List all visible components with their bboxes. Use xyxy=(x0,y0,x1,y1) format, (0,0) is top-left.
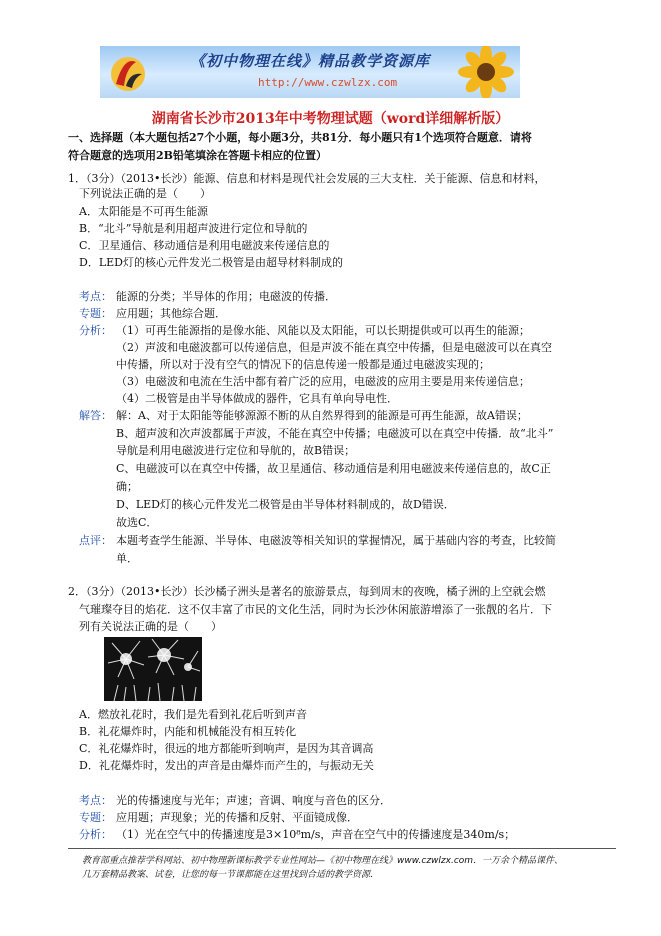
q1-stem-line-2: 下列说法正确的是（ ） xyxy=(79,187,211,200)
header-banner xyxy=(100,46,520,98)
section-header-line-2: 符合题意的选项用2B铅笔填涂在答题卡相应的位置） xyxy=(68,149,327,162)
footer-line-1: 教育部重点推荐学科网站、初中物理新课标教学专业性网站—《初中物理在线》www.czwlzx.com．一万余个精品课件、 xyxy=(82,856,564,866)
q2-kaodian: 光的传播速度与光年；声速；音调、响度与音色的区分． xyxy=(116,794,391,807)
banner-url: http://www.czwlzx.com xyxy=(258,76,398,89)
q2-stem-line: 2．（3分）（2013•长沙）长沙橘子洲头是著名的旅游景点，每到周末的夜晚，橘子洲的上空就会燃 xyxy=(68,585,546,598)
banner-title: 《初中物理在线》精品教学资源库 xyxy=(190,52,431,70)
q1-fenxi-line: 中传播，所以对于没有空气的情况下的信息传递一般都是通过电磁波实现的； xyxy=(116,358,490,371)
q1-jieda-line: C、电磁波可以在真空中传播，故卫星通信、移动通信是利用电磁波来传递信息的，故C正 xyxy=(116,462,551,475)
q2-zhuanti-label: 专题： xyxy=(79,811,112,824)
section-header-line-1: 一、选择题（本大题包括27个小题，每小题3分，共81分．每小题只有1个选项符合题意．请将 xyxy=(68,131,532,144)
q1-zhuanti: 应用题；其他综合题． xyxy=(116,307,226,320)
q1-zhuanti-label: 专题： xyxy=(79,307,112,320)
q2-stem-line: 列有关说法正确的是（ ） xyxy=(79,620,222,633)
q2-stem-line: 气璀璨夺目的焰花．这不仅丰富了市民的文化生活，同时为长沙休闲旅游增添了一张靓的名片．下 xyxy=(79,603,552,616)
q1-dianping-label: 点评： xyxy=(79,534,112,547)
site-logo-icon xyxy=(106,50,150,94)
q1-option-d: D．LED灯的核心元件发光二极管是由超导材料制成的 xyxy=(79,256,343,269)
q1-jieda-line: B、超声波和次声波都属于声波，不能在真空中传播；电磁波可以在真空中传播．故“北斗” xyxy=(116,427,554,440)
q1-fenxi-line: （4）二极管是由半导体做成的器件，它具有单向导电性． xyxy=(116,392,398,405)
q2-option-b: B．礼花爆炸时，内能和机械能没有相互转化 xyxy=(79,725,297,738)
q1-kaodian-label: 考点： xyxy=(79,290,112,303)
document-title: 湖南省长沙市2013年中考物理试题（word详细解析版） xyxy=(151,111,510,127)
q1-option-b: B．“北斗”导航是利用超声波进行定位和导航的 xyxy=(79,222,308,235)
q2-fenxi-label: 分析： xyxy=(79,828,112,841)
q1-dianping-line: 单． xyxy=(116,552,138,565)
q2-kaodian-label: 考点： xyxy=(79,794,112,807)
q1-stem-line-1: 1．（3分）（2013•长沙）能源、信息和材料是现代社会发展的三大支柱．关于能源、信息和材料， xyxy=(68,172,546,185)
q2-zhuanti: 应用题；声现象；光的传播和反射、平面镜成像． xyxy=(116,811,358,824)
q2-option-d: D．礼花爆炸时，发出的声音是由爆炸而产生的，与振动无关 xyxy=(79,759,374,772)
q1-fenxi-line: （2）声波和电磁波都可以传递信息，但是声波不能在真空中传播，但是电磁波可以在真空 xyxy=(116,341,552,354)
q1-kaodian: 能源的分类；半导体的作用；电磁波的传播． xyxy=(116,290,336,303)
q2-option-a: A．燃放礼花时，我们是先看到礼花后听到声音 xyxy=(79,708,307,721)
q2-option-c: C．礼花爆炸时，很远的地方都能听到响声，是因为其音调高 xyxy=(79,742,374,755)
footer-line-2: 几万套精品教案、试卷，让您的每一节课都能在这里找到合适的教学资源． xyxy=(82,870,380,880)
q1-jieda-line: 解：A、对于太阳能等能够源源不断的从自然界得到的能源是可再生能源，故A错误； xyxy=(116,409,528,422)
q1-option-c: C．卫星通信、移动通信是利用电磁波来传递信息的 xyxy=(79,239,330,252)
q1-jieda-line: 导航是利用电磁波进行定位和导航的，故B错误； xyxy=(116,444,356,457)
q1-fenxi-line: （3）电磁波和电流在生活中都有着广泛的应用，电磁波的应用主要是用来传递信息； xyxy=(116,375,530,388)
sunflower-icon xyxy=(440,46,520,98)
q1-jieda-line: 故选C． xyxy=(116,516,158,529)
q1-option-a: A．太阳能是不可再生能源 xyxy=(79,205,208,218)
fireworks-photo xyxy=(104,637,202,701)
q1-fenxi-line: （1）可再生能源指的是像水能、风能以及太阳能，可以长期提供或可以再生的能源； xyxy=(116,324,530,337)
q1-jieda-line: 确； xyxy=(116,480,138,493)
q1-dianping-line: 本题考查学生能源、半导体、电磁波等相关知识的掌握情况，属于基础内容的考查，比较简 xyxy=(116,534,556,547)
q1-fenxi-label: 分析： xyxy=(79,324,112,337)
q2-fenxi: （1）光在空气中的传播速度是3×10⁸m/s，声音在空气中的传播速度是340m/s； xyxy=(116,828,516,841)
q1-jieda-label: 解答： xyxy=(79,409,112,422)
q1-jieda-line: D、LED灯的核心元件发光二极管是由半导体材料制成的，故D错误． xyxy=(116,498,455,511)
footer-divider xyxy=(68,848,616,849)
